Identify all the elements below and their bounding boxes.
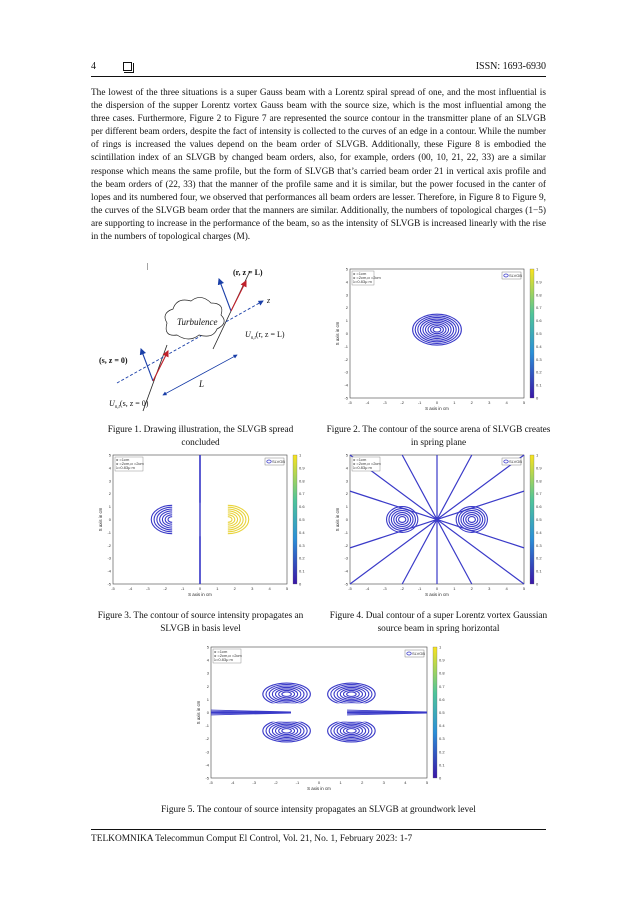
x-tick-label: -4	[365, 400, 370, 405]
x-tick-label: 0	[198, 586, 202, 591]
colorbar-tick-label: 0.7	[536, 305, 542, 311]
x-tick-label: 3	[488, 586, 491, 591]
colorbar-tick-label: 0.3	[536, 356, 542, 362]
colorbar-tick-label: 0.7	[299, 491, 305, 497]
x-tick-label: -5	[348, 400, 352, 405]
y-tick-label: 3	[108, 478, 111, 484]
colorbar-tick-label: 0.6	[299, 504, 305, 510]
y-tick-label: -4	[205, 762, 209, 768]
colorbar-tick-label: 0.4	[536, 343, 542, 349]
y-tick-label: -3	[107, 555, 111, 561]
z-axis-label: z	[267, 296, 271, 305]
parameter-text: α =2cm,α =2cm	[214, 653, 242, 658]
colorbar-tick-label: 0.8	[439, 670, 445, 676]
figure-3-caption: Figure 3. The contour of source intensity propagates an SLVGB in basis level	[97, 611, 304, 634]
legend-label: SLVGB	[272, 459, 286, 464]
x-tick-label: 1	[453, 586, 456, 591]
contour-mask	[200, 503, 228, 537]
colorbar-tick-label: 0.5	[439, 710, 445, 715]
y-tick-label: 0	[345, 331, 348, 336]
parameter-text: λ=0.83μ m	[353, 279, 372, 284]
y-tick-label: 1	[206, 696, 209, 702]
y-tick-label: 2	[108, 491, 111, 497]
parameter-text: λ=0.83μ m	[116, 465, 135, 470]
parameter-text: α =2cm,α =2cm	[353, 461, 381, 466]
colorbar-tick-label: 0	[299, 581, 302, 587]
y-tick-label: 2	[206, 683, 209, 689]
x-tick-label: 2	[361, 780, 364, 785]
x-tick-label: -5	[111, 586, 115, 591]
x-tick-label: 3	[382, 780, 385, 785]
x-tick-label: 2	[470, 400, 473, 405]
colorbar-tick-label: 0.9	[299, 465, 305, 471]
x-tick-label: 0	[435, 400, 439, 405]
y-tick-label: -4	[107, 568, 111, 574]
y-tick-label: -2	[344, 356, 348, 362]
field-receiver-subscript: n,t	[250, 336, 256, 341]
parameter-text: α =1cm	[116, 457, 130, 462]
colorbar-tick-label: 0.8	[536, 478, 542, 484]
y-tick-label: 5	[345, 266, 348, 272]
parameter-text: λ=0.83μ m	[353, 465, 372, 470]
colorbar-tick-label: 0.6	[536, 504, 542, 510]
colorbar-tick-label: 0.2	[536, 369, 542, 375]
field-source-symbol: U	[109, 399, 115, 408]
y-tick-label: -1	[107, 529, 111, 535]
colorbar-tick-label: 1	[536, 266, 539, 272]
x-tick-label: 3	[488, 400, 491, 405]
colorbar-tick-label: 1	[439, 644, 442, 650]
x-tick-label: -1	[295, 780, 300, 785]
colorbar-tick-label: 0.5	[299, 517, 305, 522]
x-tick-label: -2	[274, 780, 278, 785]
x-tick-label: -4	[365, 586, 370, 591]
colorbar-tick-label: 1	[299, 452, 302, 458]
field-receiver-symbol: U	[245, 330, 251, 339]
y-axis-label: S axis in cm	[196, 700, 201, 725]
x-tick-label: 5	[425, 780, 429, 785]
x-tick-label: -1	[417, 586, 422, 591]
colorbar-tick-label: 0.2	[536, 555, 542, 561]
colorbar-tick-label: 0.9	[536, 279, 542, 285]
y-axis-label: S axis in cm	[335, 507, 340, 532]
colorbar-tick-label: 0.2	[299, 555, 305, 561]
x-tick-label: 1	[216, 586, 219, 591]
x-tick-label: 2	[470, 586, 473, 591]
turbulence-label: Turbulence	[177, 317, 218, 327]
x-tick-label: -2	[400, 586, 404, 591]
y-tick-label: -5	[205, 775, 209, 781]
parameter-text: α =2cm,α =2cm	[116, 461, 144, 466]
colorbar	[530, 455, 534, 584]
footer-rule	[91, 829, 546, 830]
issn: ISSN: 1693-6930	[475, 61, 546, 72]
colorbar-tick-label: 0.2	[439, 749, 445, 755]
y-tick-label: -1	[344, 529, 348, 535]
distance-label: L	[199, 379, 205, 389]
y-tick-label: 5	[345, 452, 348, 458]
x-tick-label: -4	[230, 780, 235, 785]
y-tick-label: -3	[344, 369, 348, 375]
colorbar-tick-label: 0.4	[536, 529, 542, 535]
x-tick-label: -5	[348, 586, 352, 591]
x-tick-label: -1	[180, 586, 185, 591]
x-tick-label: -3	[146, 586, 150, 591]
x-tick-label: -2	[400, 400, 404, 405]
x-tick-label: -1	[417, 400, 422, 405]
x-tick-label: -3	[252, 780, 256, 785]
legend-label: SLVGB	[412, 651, 426, 656]
colorbar-tick-label: 0.3	[439, 736, 445, 742]
page-header	[91, 61, 546, 75]
x-axis-label: S axis in cm	[425, 592, 449, 597]
field-source-subscript: n,t	[114, 405, 120, 410]
colorbar-tick-label: 0.5	[536, 517, 542, 522]
figure-5-caption: Figure 5. The contour of source intensity propagates an SLVGB at groundwork level	[161, 805, 476, 815]
colorbar	[530, 269, 534, 398]
contour-mask	[172, 503, 200, 537]
colorbar-tick-label: 0.1	[536, 568, 542, 574]
parameter-text: α =1cm	[353, 457, 367, 462]
y-tick-label: -5	[344, 395, 348, 401]
y-tick-label: 1	[345, 318, 348, 324]
y-axis-label: S axis in cm	[335, 321, 340, 346]
x-tick-label: 2	[233, 586, 236, 591]
colorbar-tick-label: 0.8	[299, 478, 305, 484]
y-tick-label: 4	[108, 465, 111, 471]
x-tick-label: 1	[453, 400, 456, 405]
y-tick-label: 2	[345, 491, 348, 497]
y-tick-label: -2	[205, 736, 209, 742]
y-tick-label: -2	[107, 542, 111, 548]
y-tick-label: -1	[205, 723, 209, 729]
y-tick-label: 1	[108, 504, 111, 510]
x-tick-label: 1	[339, 780, 342, 785]
figure-4-caption: Figure 4. Dual contour of a super Lorentz vortex Gaussian source beam in spring horizontal	[329, 611, 548, 634]
page-number: 4	[91, 61, 96, 72]
y-axis-label: S axis in cm	[98, 507, 103, 532]
colorbar-tick-label: 0.1	[536, 382, 542, 388]
colorbar-tick-label: 0.1	[299, 568, 305, 574]
footer-text: TELKOMNIKA Telecommun Comput El Control, Vol. 21, No. 1, February 2023: 1-7	[91, 834, 413, 844]
x-tick-label: 4	[268, 586, 271, 591]
colorbar-tick-label: 0.6	[536, 318, 542, 324]
y-tick-label: -1	[344, 343, 348, 349]
y-tick-label: 5	[108, 452, 111, 458]
colorbar-tick-label: 0.3	[536, 542, 542, 548]
parameter-text: α =2cm,α =2cm	[353, 275, 381, 280]
x-tick-label: 4	[404, 780, 407, 785]
colorbar-tick-label: 0.4	[299, 529, 305, 535]
svg-text:Un,t(r, z = L)	[245, 330, 285, 341]
y-tick-label: 5	[206, 644, 209, 650]
y-tick-label: -3	[205, 749, 209, 755]
y-tick-label: 0	[108, 517, 111, 522]
parameter-text: λ=0.83μ m	[214, 657, 233, 662]
figure-marker: |	[147, 263, 149, 270]
y-tick-label: 3	[345, 478, 348, 484]
x-tick-label: 4	[505, 400, 508, 405]
colorbar-tick-label: 0	[536, 395, 539, 401]
figure-5-contour-plot	[193, 644, 453, 794]
x-tick-label: 0	[435, 586, 439, 591]
y-tick-label: 0	[345, 517, 348, 522]
x-axis-label: S axis in cm	[188, 592, 212, 597]
legend-label: SLVGB	[509, 459, 523, 464]
x-tick-label: 5	[522, 586, 526, 591]
y-tick-label: -3	[344, 555, 348, 561]
figure-3-contour-plot	[95, 452, 313, 600]
y-tick-label: -2	[344, 542, 348, 548]
figure-1-caption: Figure 1. Drawing illustration, the SLVGB spread concluded	[107, 425, 294, 448]
y-tick-label: 4	[206, 657, 209, 663]
parameter-text: α =1cm	[214, 649, 228, 654]
field-source-argument: (s, z = 0)	[119, 399, 149, 408]
x-tick-label: 3	[251, 586, 254, 591]
colorbar-tick-label: 0.5	[536, 331, 542, 336]
x-axis-label: S axis in cm	[425, 406, 449, 411]
y-tick-label: 1	[345, 504, 348, 510]
y-tick-label: -4	[344, 382, 348, 388]
y-tick-label: -5	[107, 581, 111, 587]
y-tick-label: 3	[345, 292, 348, 298]
colorbar-tick-label: 0.9	[439, 657, 445, 663]
colorbar-tick-label: 1	[536, 452, 539, 458]
journal-box-icon	[123, 62, 132, 71]
x-tick-label: -5	[209, 780, 213, 785]
colorbar-tick-label: 0.4	[439, 723, 445, 729]
colorbar	[293, 455, 297, 584]
colorbar-tick-label: 0.9	[536, 465, 542, 471]
x-tick-label: -3	[383, 400, 387, 405]
x-tick-label: 0	[317, 780, 321, 785]
x-axis-label: S axis in cm	[307, 786, 331, 791]
x-tick-label: 5	[285, 586, 289, 591]
colorbar-tick-label: 0.1	[439, 762, 445, 768]
figure-1-diagram	[95, 263, 300, 413]
y-tick-label: 0	[206, 710, 209, 715]
y-tick-label: 4	[345, 279, 348, 285]
body-paragraph: The lowest of the three situations is a super Gauss beam with a Lorentz spiral spread of one, and the most influential is the dispersion of the supper Lorentz vortex Gauss beam with the source size, which is the most influential among the three cases. Furthermore, Figure 2 to Figure 7 are represented the source contour in the transmitter plane of an SLVGB per different beam orders, despite the fact of intensity is collected to the curves of an edge in a contour. While the number of rings is increased the values depend on the beam order of SLVGB. Additionally, these Figure 8 is embodied the scintillation index of an SLVGB by changed beam orders, also, for example, orders (00, 10, 21, 22, 33) are a similar response which means the same profile, but the form of SLVGB that’s carried beam order 21 in vertical axis profile and the beam orders of (22, 33) that the manner of the profile same and it is similar, but the power focused in the canter of lopes and its numbered four, we observed that performances all beam orders are lesser. Therefore, in Figure 8 to Figure 9, the curves of the SLVGB beam order that the manners are similar. Additionally, the numbers of topological charges (1−5) are supporting to increase in the performance of the beam, so as the intensity of SLVGB is increased linearly with the rise in the numbers of topological charges (M).	[91, 88, 546, 243]
colorbar-tick-label: 0.7	[439, 683, 445, 689]
y-tick-label: -4	[344, 568, 348, 574]
colorbar-tick-label: 0.8	[536, 292, 542, 298]
y-tick-label: 3	[206, 670, 209, 676]
figure-2-contour-plot	[332, 266, 550, 414]
figure-2-caption: Figure 2. The contour of the source arena of SLVGB creates in spring plane	[326, 425, 551, 448]
legend-label: SLVGB	[509, 273, 523, 278]
colorbar	[433, 647, 437, 778]
figure-4-contour-plot	[332, 452, 550, 600]
svg-text:Un,t(s, z = 0)	[109, 399, 149, 410]
colorbar-tick-label: 0.3	[299, 542, 305, 548]
receiver-point-label: (r, z = L)	[233, 268, 263, 277]
x-tick-label: -3	[383, 586, 387, 591]
x-tick-label: 5	[522, 400, 526, 405]
header-rule	[91, 76, 546, 77]
x-tick-label: -2	[163, 586, 167, 591]
colorbar-tick-label: 0	[536, 581, 539, 587]
colorbar-tick-label: 0.6	[439, 696, 445, 702]
source-point-label: (s, z = 0)	[99, 356, 128, 365]
y-tick-label: 4	[345, 465, 348, 471]
parameter-text: α =1cm	[353, 271, 367, 276]
field-receiver-argument: (r, z = L)	[255, 330, 285, 339]
y-tick-label: 2	[345, 305, 348, 311]
y-tick-label: -5	[344, 581, 348, 587]
x-tick-label: 4	[505, 586, 508, 591]
colorbar-tick-label: 0	[439, 775, 442, 781]
colorbar-tick-label: 0.7	[536, 491, 542, 497]
x-tick-label: -4	[128, 586, 133, 591]
